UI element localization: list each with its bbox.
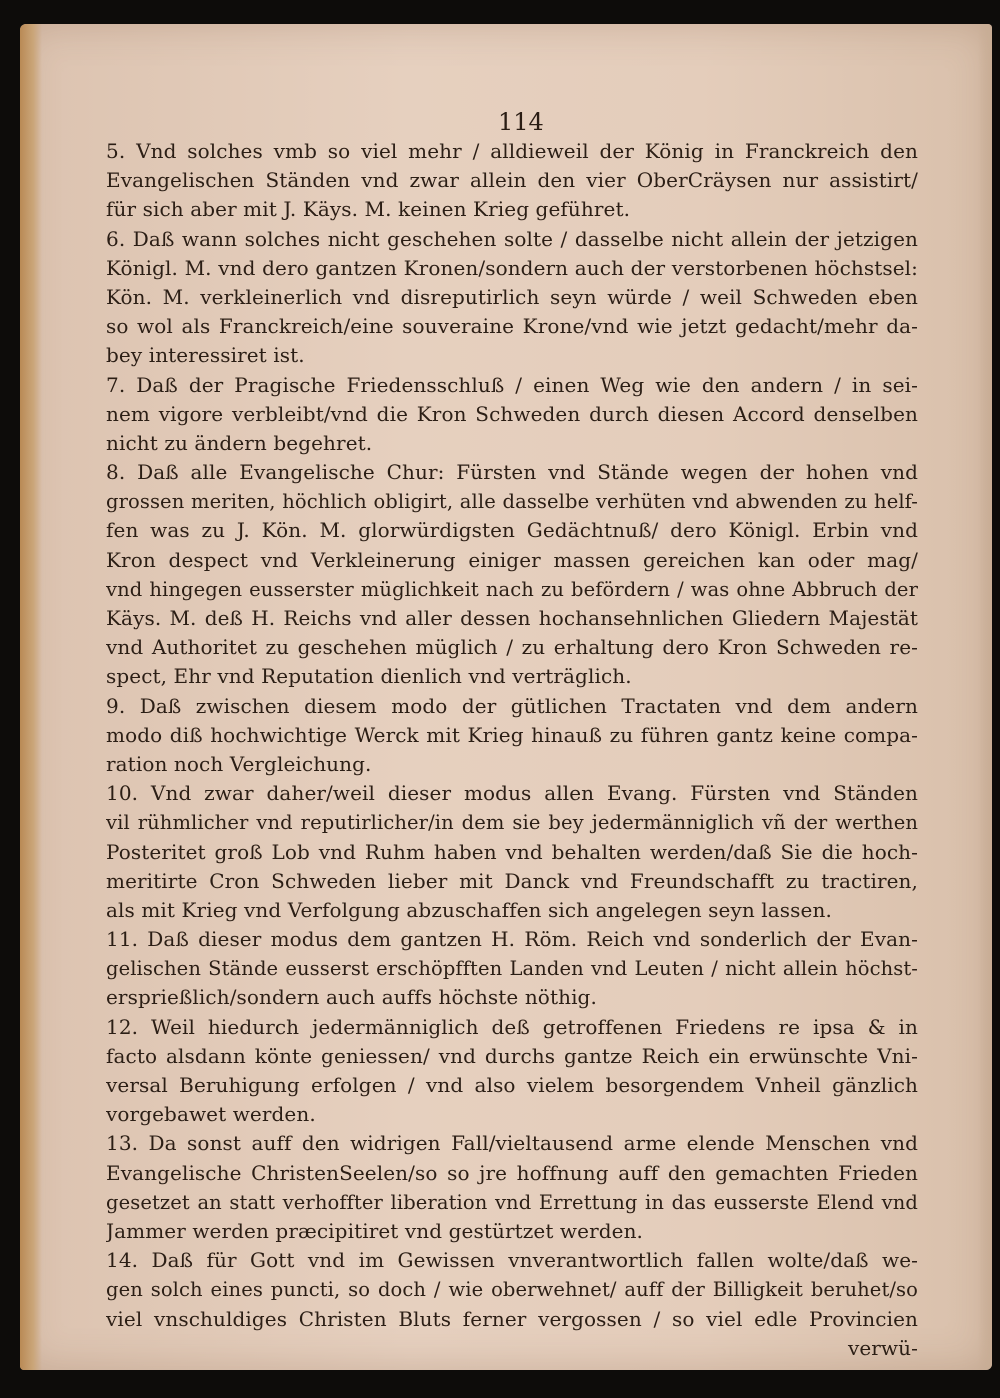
text-line: 6. Daß wann solches nicht geschehen solte / dasselbe nicht allein der jetzigen [106,226,918,251]
text-line: 9. Daß zwischen diesem modo der gütlichen Tractaten vnd dem andern [106,693,918,718]
text-line: Kron despect vnd Verkleinerung einiger massen gereichen kan oder mag/ [106,547,918,572]
catchword: verwü- [847,1335,918,1360]
text-line: 8. Daß alle Evangelische Chur: Fürsten vnd Stände wegen der hohen vnd [106,460,918,485]
text-line: versal Beruhigung erfolgen / vnd also vielem besorgendem Vnheil gänzlich [106,1073,918,1097]
text-line: facto alsdann könte geniessen/ vnd durchs gantze Reich ein erwünschte Vni- [106,1043,918,1068]
text-line: viel vnschuldiges Christen Bluts ferner vergossen / so viel edle Provincien [106,1306,918,1331]
text-line: 12. Weil hiedurch jedermänniglich deß getroffenen Friedens re ipsa & in [106,1014,918,1039]
text-line: ration noch Vergleichung. [106,751,372,776]
page-number: 114 [498,108,544,136]
text-line: vnd Authoritet zu geschehen müglich / zu erhaltung dero Kron Schweden re- [106,635,918,660]
text-line: Evangelischen Ständen vnd zwar allein den vier OberCräysen nur assistirt/ [106,168,918,193]
text-line: 14. Daß für Gott vnd im Gewissen vnverantwortlich fallen wolte/daß we- [106,1248,918,1273]
text-line: fen was zu J. Kön. M. glorwürdigsten Gedächtnuß/ dero Königl. Erbin vnd [106,518,918,543]
text-line: Käys. M. deß H. Reichs vnd aller dessen hochansehnlichen Gliedern Majestät [106,606,918,630]
book-page [20,24,992,1370]
text-line: Evangelische ChristenSeelen/so so jre hoffnung auff den gemachten Frieden [106,1160,918,1185]
text-line: bey interessiret ist. [106,343,305,368]
text-line: Jammer werden præcipitiret vnd gestürtzet werden. [106,1218,644,1243]
text-line: vorgebawet werden. [106,1102,316,1127]
text-line: spect, Ehr vnd Reputation dienlich vnd verträglich. [106,664,632,689]
text-line: 7. Daß der Pragische Friedensschluß / einen Weg wie den andern / in sei- [106,372,918,397]
text-line: Posteritet groß Lob vnd Ruhm haben vnd behalten werden/daß Sie die hoch- [106,839,918,864]
text-line: nem vigore verbleibt/vnd die Kron Schweden durch diesen Accord denselben [106,401,918,426]
text-line: grossen meriten, höchlich obligirt, alle dasselbe verhüten vnd abwenden zu helf- [106,490,918,514]
text-line: modo diß hochwichtige Werck mit Krieg hinauß zu führen gantz keine compa- [106,722,918,747]
text-line: gen solch eines puncti, so doch / wie oberwehnet/ auff der Billigkeit beruhet/so [106,1278,918,1302]
text-line: meritirte Cron Schweden lieber mit Danck vnd Freundschafft zu tractiren, [106,868,918,893]
page-text [106,137,918,1363]
text-line: so wol als Franckreich/eine souveraine Krone/vnd wie jetzt gedacht/mehr da- [106,314,918,339]
text-line: gesetzet an statt verhoffter liberation vnd Errettung in das eusserste Elend vnd [106,1190,918,1214]
text-line: als mit Krieg vnd Verfolgung abzuschaffen sich angelegen seyn lassen. [106,897,832,922]
text-line: vil rühmlicher vnd reputirlicher/in dem sie bey jedermänniglich vñ der werthen [106,811,918,835]
text-line: Kön. M. verkleinerlich vnd disreputirlich seyn würde / weil Schweden eben [106,284,918,309]
text-line: 10. Vnd zwar daher/weil dieser modus allen Evang. Fürsten vnd Ständen [106,781,918,806]
text-line: vnd hingegen eusserster müglichkeit nach zu befördern / was ohne Abbruch der [106,577,918,601]
text-line: 5. Vnd solches vmb so viel mehr / alldieweil der König in Franckreich den [106,139,918,163]
text-line: Königl. M. vnd dero gantzen Kronen/sondern auch der verstorbenen höchstsel: [106,255,918,280]
text-line: gelischen Stände eusserst erschöpfften Landen vnd Leuten / nicht allein höchst- [106,957,918,981]
text-line: ersprießlich/sondern auch auffs höchste nöthig. [106,985,597,1010]
text-line: nicht zu ändern begehret. [106,430,373,455]
text-line: für sich aber mit J. Käys. M. keinen Krieg geführet. [106,197,631,222]
text-line: 13. Da sonst auff den widrigen Fall/vieltausend arme elende Menschen vnd [106,1131,918,1156]
text-line: 11. Daß dieser modus dem gantzen H. Röm. Reich vnd sonderlich der Evan- [106,927,918,952]
